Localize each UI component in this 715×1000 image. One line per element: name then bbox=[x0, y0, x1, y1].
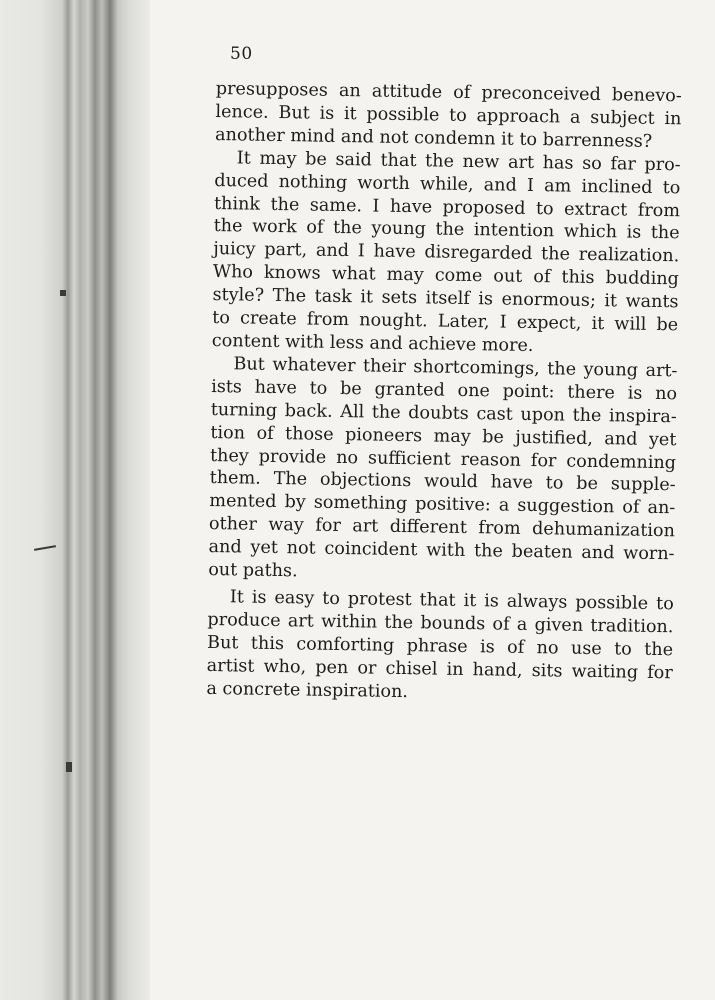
text-line: tion of those pioneers may be justified, and yet bbox=[210, 422, 677, 450]
text-line: It is easy to protest that it is always possible to bbox=[229, 587, 674, 615]
text-line: and yet not coincident with the beaten and worn- bbox=[208, 537, 675, 565]
body-text bbox=[206, 78, 682, 708]
text-line: they provide no sufficient reason for condemning bbox=[209, 445, 677, 473]
binding-mark bbox=[60, 290, 66, 296]
text-line: ists have to be granted one point: there is no bbox=[210, 376, 678, 405]
book-binding-gutter bbox=[0, 0, 150, 1000]
binding-mark bbox=[66, 762, 72, 772]
text-line: But this comforting phrase is of no use to the bbox=[206, 632, 674, 660]
text-line: artist who, pen or chisel in hand, sits waiting for bbox=[206, 655, 673, 683]
text-line: lence. But is it possible to approach a subject in bbox=[215, 101, 682, 130]
text-line: juicy part, and I have disregarded the realization. bbox=[213, 239, 680, 267]
text-line: It may be said that the new art has so far pro- bbox=[236, 148, 681, 176]
text-line: the work of the young the intention which is the bbox=[213, 216, 680, 244]
text-line: to create from nought. Later, I expect, it will be bbox=[212, 308, 679, 336]
text-line: But whatever their shortcomings, the young art- bbox=[233, 354, 678, 382]
text-line: other way for art different from dehumanization bbox=[208, 514, 676, 542]
text-line: produce art within the bounds of a given tradition. bbox=[207, 609, 674, 638]
text-line: another mind and not condemn it to barrenness? bbox=[214, 124, 653, 152]
text-line: a concrete inspiration. bbox=[206, 678, 409, 702]
paragraph bbox=[206, 586, 674, 708]
text-line: style? The task it sets itself is enormous; it wants bbox=[212, 285, 679, 313]
text-line: think the same. I have proposed to extract from bbox=[213, 193, 681, 221]
text-line: mented by something positive: a suggestion of an- bbox=[209, 491, 676, 519]
paragraph bbox=[212, 147, 681, 360]
text-line: duced nothing worth while, and I am inclined to bbox=[214, 170, 681, 198]
text-line: turning back. All the doubts cast upon the inspira- bbox=[210, 399, 677, 427]
text-line: out paths. bbox=[208, 559, 298, 582]
text-line: Who knows what may come out of this budding bbox=[212, 262, 680, 290]
text-line: content with less and achieve more. bbox=[211, 330, 534, 356]
paragraph bbox=[215, 78, 682, 154]
text-line: them. The objections would have to be supple- bbox=[209, 468, 676, 496]
text-line: presupposes an attitude of preconceived benevo- bbox=[215, 78, 682, 107]
page-number: 50 bbox=[230, 44, 253, 64]
paragraph bbox=[208, 353, 678, 589]
